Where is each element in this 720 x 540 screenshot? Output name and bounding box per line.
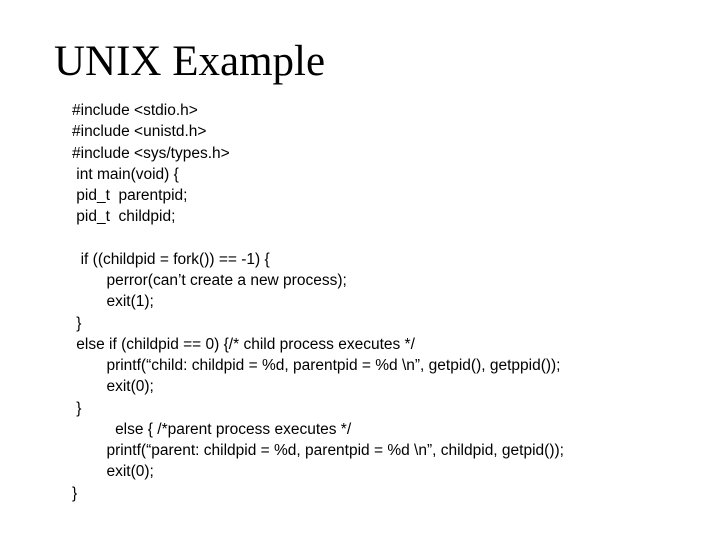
code-line: } [72,484,78,502]
code-line: #include <unistd.h> [72,123,207,141]
code-line: } [72,314,82,332]
code-line: int main(void) { [72,165,179,183]
code-line: printf(“parent: childpid = %d, parentpid = %d \n”, childpid, getpid()); [72,442,564,459]
code-line: else { /*parent process executes */ [72,420,352,438]
code-line: perror(can’t create a new process); [72,272,347,289]
code-line: #include <sys/types.h> [72,144,230,162]
code-line: pid_t parentpid; [72,187,188,204]
code-listing [72,100,564,504]
code-line: pid_t childpid; [72,208,176,226]
code-line: if ((childpid = fork()) == -1) { [72,250,270,268]
code-line: exit(0); [72,463,154,481]
code-line: } [72,399,82,417]
code-line [72,228,564,249]
code-line: exit(0); [72,378,154,396]
code-line: printf(“child: childpid = %d, parentpid = %d \n”, getpid(), getppid()); [72,357,561,374]
code-line: else if (childpid == 0) {/* child process executes */ [72,335,415,353]
code-line: exit(1); [72,293,154,311]
code-line: #include <stdio.h> [72,102,198,119]
slide-title: UNIX Example [54,38,326,85]
